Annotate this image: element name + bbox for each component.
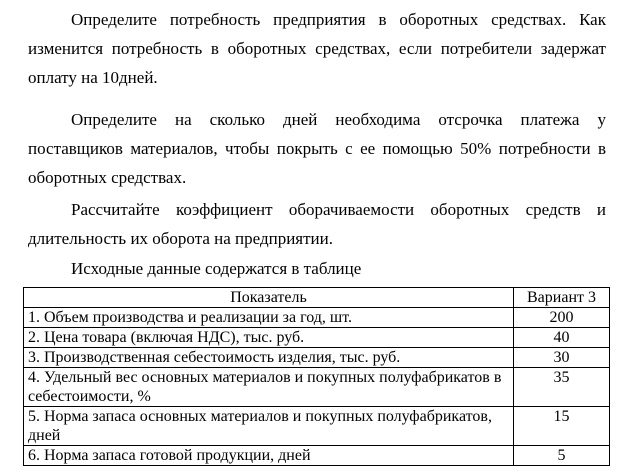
value-cell: 30 [514,348,610,368]
indicator-cell: 1. Объем производства и реализации за год, шт. [24,308,514,328]
indicator-cell: 3. Производственная себестоимость изделия, тыс. руб. [24,348,514,368]
value-cell: 15 [514,407,610,446]
table-row [24,308,610,328]
value-cell: 200 [514,308,610,328]
source-data-table [23,287,610,466]
indicator-cell: 2. Цена товара (включая НДС), тыс. руб. [24,328,514,348]
task-paragraph-2: Определите на сколько дней необходима отсрочка платежа у поставщиков материалов, чтобы покрыть с ее помощью 50% потребности в оборотных средствах. [28,110,606,187]
column-header-variant: Вариант 3 [514,288,610,308]
table-row [24,407,610,446]
indicator-cell: 6. Норма запаса готовой продукции, дней [24,446,514,466]
value-cell: 40 [514,328,610,348]
indicator-cell: 5. Норма запаса основных материалов и покупных полуфабрикатов, дней [24,407,514,446]
table-intro: Исходные данные содержатся в таблице [71,259,362,278]
table-row [24,328,610,348]
task-paragraph-1: Определите потребность предприятия в оборотных средствах. Как изменится потребность в оборотных средствах, если потребители задержат оплату на 10дней. [28,10,606,87]
column-header-indicator: Показатель [24,288,514,308]
value-cell: 5 [514,446,610,466]
task-paragraph-3: Рассчитайте коэффициент оборачиваемости оборотных средств и длительность их оборота на предприятии. [28,200,606,248]
table-row [24,446,610,466]
table-header-row [24,288,610,308]
value-cell: 35 [514,368,610,407]
table-row [24,348,610,368]
indicator-cell: 4. Удельный вес основных материалов и покупных полуфабрикатов в себестоимости, % [24,368,514,407]
table-row [24,368,610,407]
